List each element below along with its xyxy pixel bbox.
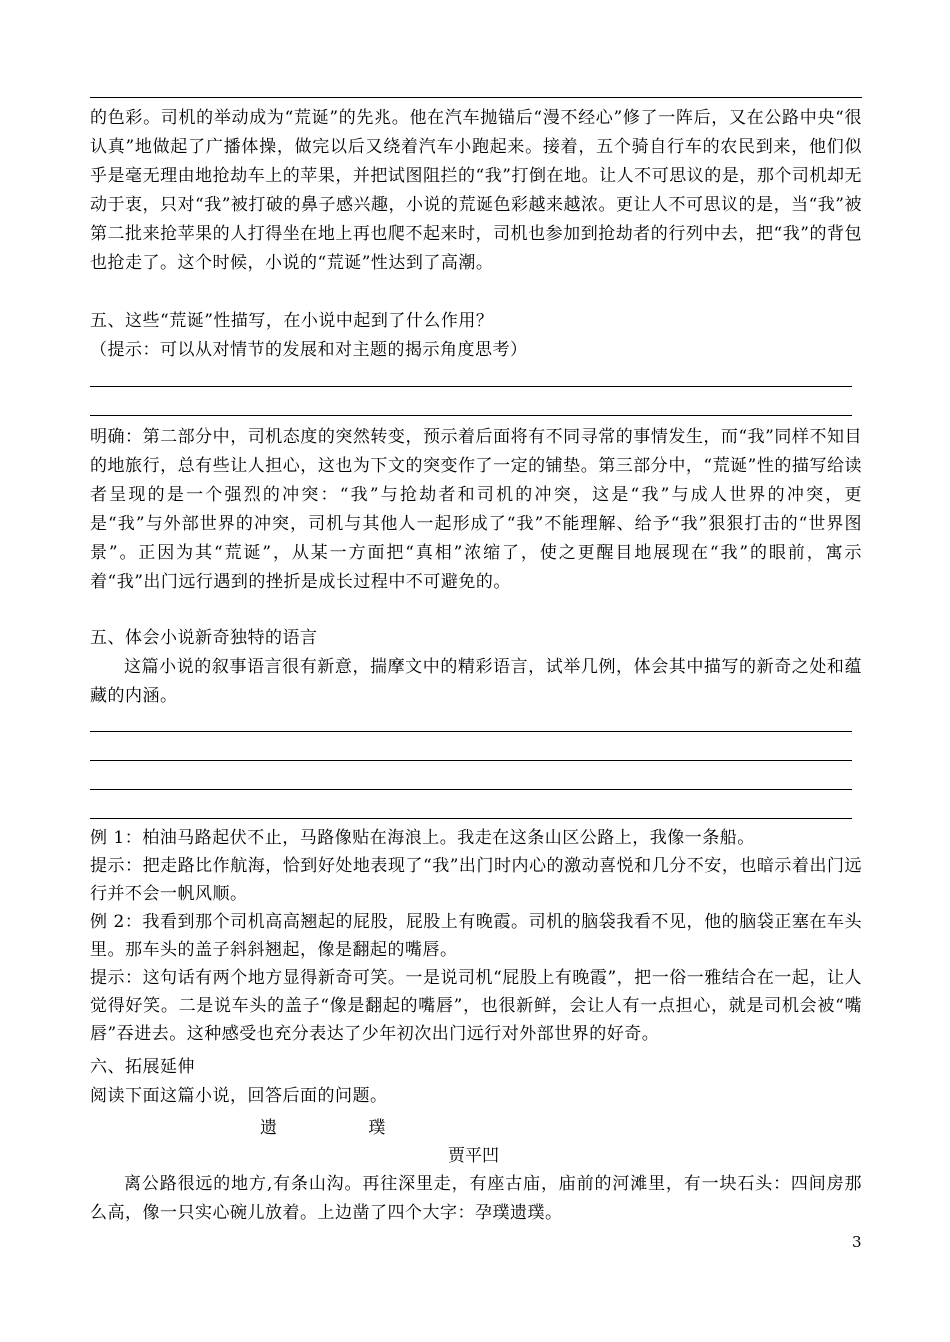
answer-line [90,818,852,819]
answer-line [90,386,852,387]
answer-line [90,731,852,732]
section-heading-extension: 六、拓展延伸 [90,1057,195,1077]
story-title-char: 遗 [260,1118,277,1138]
question-five: 五、这些“荒诞”性描写，在小说中起到了什么作用？ [90,311,494,331]
section-heading-language: 五、体会小说新奇独特的语言 [90,628,318,648]
page-number: 3 [852,1233,862,1251]
example-two: 例 2：我看到那个司机高高翘起的屁股，屁股上有晚霞。司机的脑袋我看不见，他的脑袋正塞在车头里。那车头的盖子斜斜翘起，像是翻起的嘴唇。 [90,912,862,960]
language-task: 这篇小说的叙事语言很有新意，揣摩文中的精彩语言，试举几例，体会其中描写的新奇之处和蕴藏的内涵。 [90,657,862,706]
answer-line [90,415,852,416]
story-paragraph: 离公路很远的地方,有条山沟。再往深里走，有座古庙，庙前的河滩里，有一块石头：四间房那么高，像一只实心碗儿放着。上边凿了四个大字：孕璞遗璞。 [90,1174,862,1223]
header-rule [90,97,862,98]
example-one: 例 1：柏油马路起伏不止，马路像贴在海浪上。我走在这条山区公路上，我像一条船。 [90,828,755,848]
story-title [260,1114,385,1142]
answer-line [90,760,852,761]
document-page [90,0,862,1342]
analysis-paragraph: 的色彩。司机的举动成为“荒诞”的先兆。他在汽车抛锚后“漫不经心”修了一阵后，又在公路中央“很认真”地做起了广播体操，做完以后又绕着汽车小跑起来。接着，五个骑自行车的农民到来，他们似乎是毫无理由地抢劫车上的苹果，并把试图阻拦的“我”打倒在地。让人不可思议的是，那个司机却无动于衷，只对“我”被打破的鼻子感兴趣，小说的荒诞色彩越来越浓。更让人不可思议的是，当“我”被第二批来抢苹果的人打得坐在地上再也爬不起来时，司机也参加到抢劫者的行列中去，把“我”的背包也抢走了。这个时候，小说的“荒诞”性达到了高潮。 [90,108,862,273]
answer-line [90,789,852,790]
reading-task: 阅读下面这篇小说，回答后面的问题。 [90,1086,388,1106]
story-author: 贾平凹 [448,1146,499,1166]
example-one-tip: 提示：把走路比作航海，恰到好处地表现了“我”出门时内心的激动喜悦和几分不安，也暗示着出门远行并不会一帆风顺。 [90,856,862,904]
story-title-char: 璞 [368,1118,386,1138]
answer-paragraph: 明确：第二部分中，司机态度的突然转变，预示着后面将有不同寻常的事情发生，而“我”同样不知目的地旅行，总有些让人担心，这也为下文的突变作了一定的铺垫。第三部分中，“荒诞”性的描写给读者呈现的是一个强烈的冲突：“我”与抢劫者和司机的冲突，这是“我”与成人世界的冲突，更是“我”与外部世界的冲突，司机与其他人一起形成了“我”不能理解、给予“我”狠狠打击的“世界图景”。正因为其“荒诞”，从某一方面把“真相”浓缩了，使之更醒目地展现在“我”的眼前，寓示着“我”出门远行遇到的挫折是成长过程中不可避免的。 [90,427,862,592]
example-two-tip: 提示：这句话有两个地方显得新奇可笑。一是说司机“屁股上有晚霞”，把一俗一雅结合在一起，让人觉得好笑。二是说车头的盖子“像是翻起的嘴唇”，也很新鲜，会让人有一点担心，就是司机会被“嘴唇”吞进去。这种感受也充分表达了少年初次出门远行对外部世界的好奇。 [90,968,862,1044]
question-five-hint: （提示：可以从对情节的发展和对主题的揭示角度思考） [90,340,528,360]
